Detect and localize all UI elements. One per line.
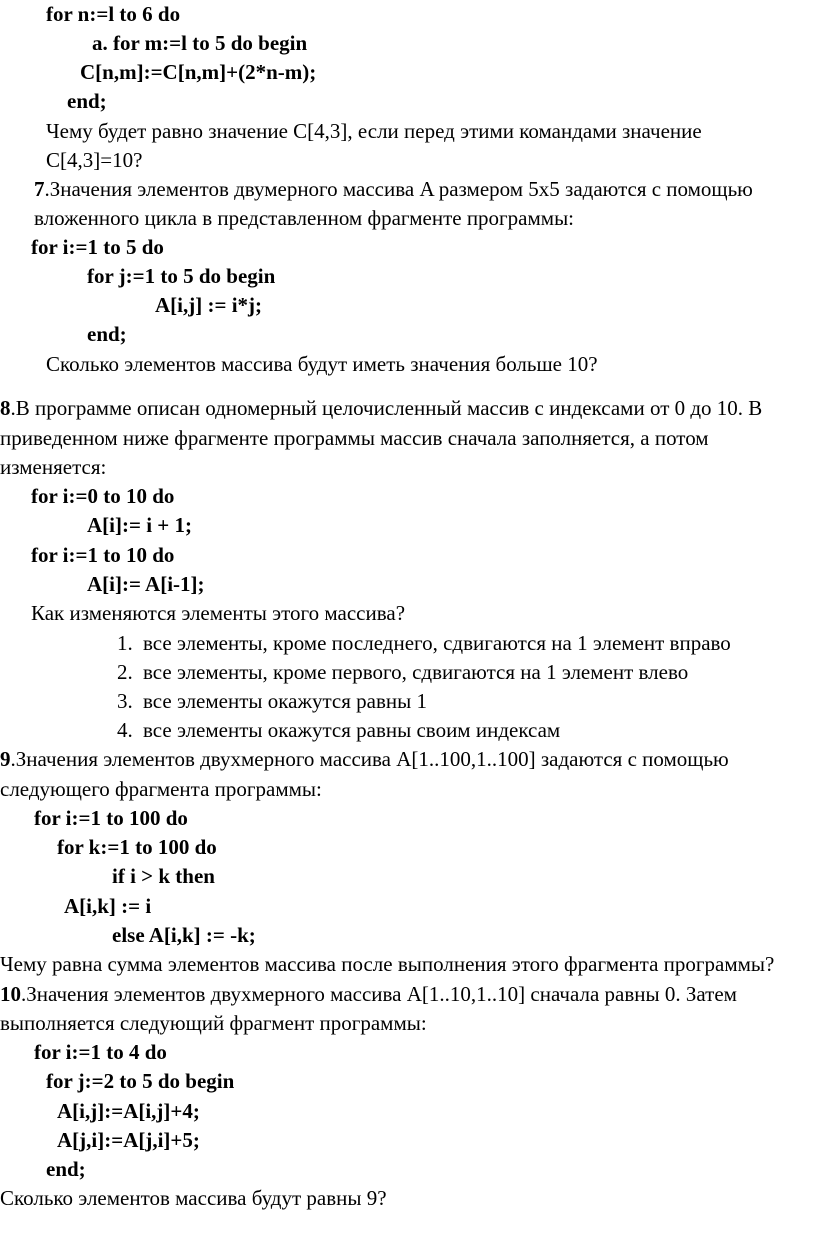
q6-code-line-1: for n:=l to 6 do [46,2,181,26]
q9-intro-line-2: следующего фрагмента программы: [0,777,322,801]
q8-intro-text: .В программе описан одномерный целочисленный массив с индексами от 0 до 10. В [10,396,763,420]
q9-code-line-5: else A[i,k] := -k; [112,923,256,947]
q7-code-line-2: for j:=1 to 5 do begin [87,264,276,288]
q9-code-line-4: A[i,k] := i [64,894,152,918]
q8-option-3 [117,687,816,716]
q8-option-4-text: все элементы окажутся равны своим индексам [143,718,561,742]
q9-intro-line-1 [0,745,816,774]
q7-code-line-4: end; [87,322,127,346]
q8-option-1 [117,629,816,658]
q10-code-line-5: end; [46,1157,86,1181]
q10-intro-text: .Значения элементов двухмерного массива A[1..10,1..10] сначала равны 0. Затем [21,982,737,1006]
q7-intro-line-2: вложенного цикла в представленном фрагменте программы: [34,206,575,230]
q8-option-2 [117,658,816,687]
q8-option-1-number: 1. [117,631,133,655]
q8-intro-line-1 [0,394,816,423]
q9-code-line-2: for k:=1 to 100 do [57,835,217,859]
q9-code-line-1: for i:=1 to 100 do [34,806,188,830]
q7-number: 7 [34,177,45,201]
q7-intro-text: .Значения элементов двумерного массива A размером 5x5 задаются с помощью [44,177,753,201]
q6-question-line-2: C[4,3]=10? [46,148,143,172]
q9-question: Чему равна сумма элементов массива после выполнения этого фрагмента программы? [0,952,775,976]
q8-question: Как изменяются элементы этого массива? [31,601,406,625]
q10-code-line-1: for i:=1 to 4 do [34,1040,167,1064]
q8-intro-line-3: изменяется: [0,455,107,479]
q8-option-3-number: 3. [117,689,133,713]
q7-code-line-3: A[i,j] := i*j; [155,293,263,317]
q10-code-line-2: for j:=2 to 5 do begin [46,1069,235,1093]
q8-option-4 [117,716,816,745]
q8-option-2-text: все элементы, кроме первого, сдвигаются на 1 элемент влево [143,660,689,684]
q6-code-line-3: C[n,m]:=C[n,m]+(2*n-m); [80,60,317,84]
q10-question: Сколько элементов массива будут равны 9? [0,1186,387,1210]
q8-intro-line-2: приведенном ниже фрагменте программы массив сначала заполняется, а потом [0,426,709,450]
q8-code-line-4: A[i]:= A[i-1]; [87,572,205,596]
q8-option-2-number: 2. [117,660,133,684]
q7-code-line-1: for i:=1 to 5 do [31,235,164,259]
q8-number: 8 [0,396,11,420]
q8-option-1-text: все элементы, кроме последнего, сдвигаются на 1 элемент вправо [143,631,731,655]
q7-intro-line-1 [34,175,816,204]
q8-option-3-text: все элементы окажутся равны 1 [143,689,427,713]
q8-option-4-number: 4. [117,718,133,742]
q9-intro-text: .Значения элементов двухмерного массива A[1..100,1..100] задаются с помощью [10,747,729,771]
q10-number: 10 [0,982,21,1006]
q10-intro-line-1 [0,980,816,1009]
q7-question: Сколько элементов массива будут иметь значения больше 10? [46,352,598,376]
q10-code-line-3: A[i,j]:=A[i,j]+4; [57,1099,200,1123]
q8-code-line-1: for i:=0 to 10 do [31,484,175,508]
q10-intro-line-2: выполняется следующий фрагмент программы: [0,1011,427,1035]
q8-code-line-3: for i:=1 to 10 do [31,543,175,567]
q10-code-line-4: A[j,i]:=A[j,i]+5; [57,1128,200,1152]
q9-number: 9 [0,747,11,771]
q6-question-line-1: Чему будет равно значение C[4,3], если перед этими командами значение [46,119,702,143]
q9-code-line-3: if i > k then [112,864,215,888]
q6-code-line-2: a. for m:=l to 5 do begin [92,31,308,55]
q8-code-line-2: A[i]:= i + 1; [87,513,192,537]
q6-code-line-4: end; [67,89,107,113]
